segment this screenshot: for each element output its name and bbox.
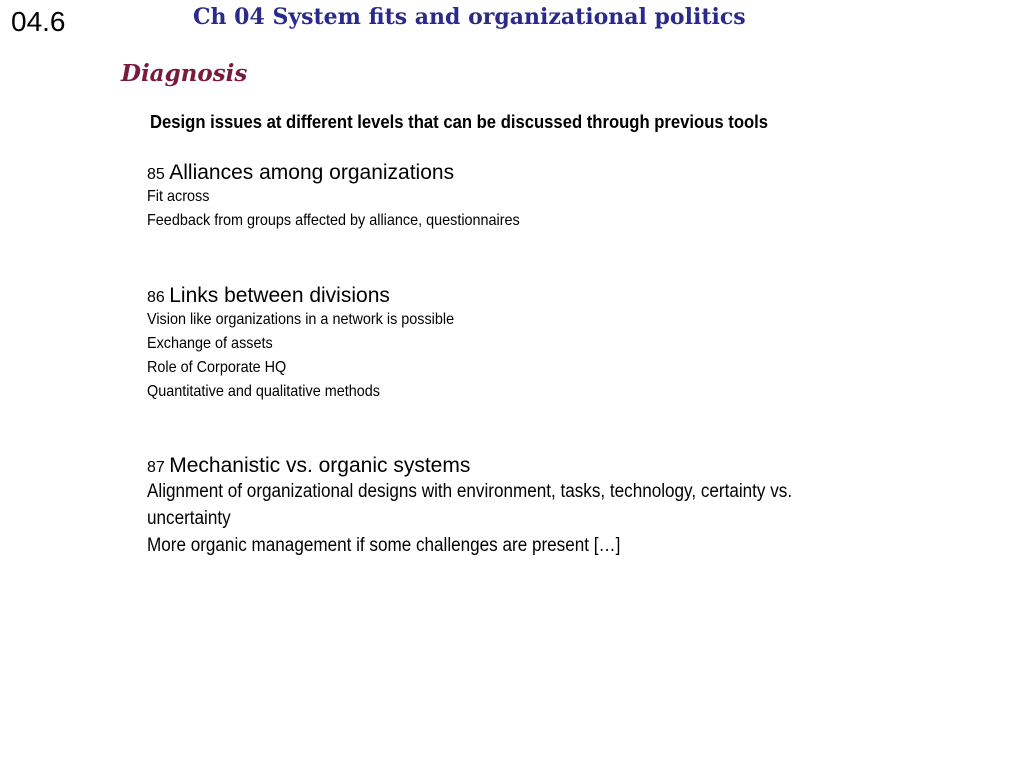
item-detail-paragraph: Alignment of organizational designs with environment, tasks, technology, certainty vs. uncertainty: [147, 481, 793, 530]
slide-number: 04.6: [11, 6, 66, 37]
list-item-85: [147, 160, 561, 233]
item-detail-line: Fit across: [147, 188, 210, 206]
list-item-86: [147, 283, 488, 404]
item-number: 85: [147, 166, 165, 183]
item-title: Links between divisions: [169, 284, 390, 307]
item-heading: [147, 283, 488, 308]
item-detail-line: More organic management if some challenges are present […]: [147, 535, 621, 557]
item-heading: [147, 160, 561, 185]
item-title: Mechanistic vs. organic systems: [169, 454, 471, 477]
item-detail-line: Quantitative and qualitative methods: [147, 383, 380, 401]
item-detail-line: Role of Corporate HQ: [147, 359, 287, 377]
item-number: 86: [147, 289, 165, 306]
item-heading: [147, 453, 895, 478]
item-detail-line: Feedback from groups affected by alliance, questionnaires: [147, 212, 520, 230]
subheading: Design issues at different levels that can be discussed through previous tools: [150, 111, 769, 132]
list-item-87: [147, 453, 895, 559]
item-detail-line: Vision like organizations in a network is possible: [147, 311, 455, 329]
item-title: Alliances among organizations: [169, 161, 455, 184]
chapter-title: Ch 04 System fits and organizational politics: [193, 4, 746, 30]
item-number: 87: [147, 459, 165, 476]
item-detail-line: Exchange of assets: [147, 335, 273, 353]
section-title: Diagnosis: [121, 60, 248, 87]
